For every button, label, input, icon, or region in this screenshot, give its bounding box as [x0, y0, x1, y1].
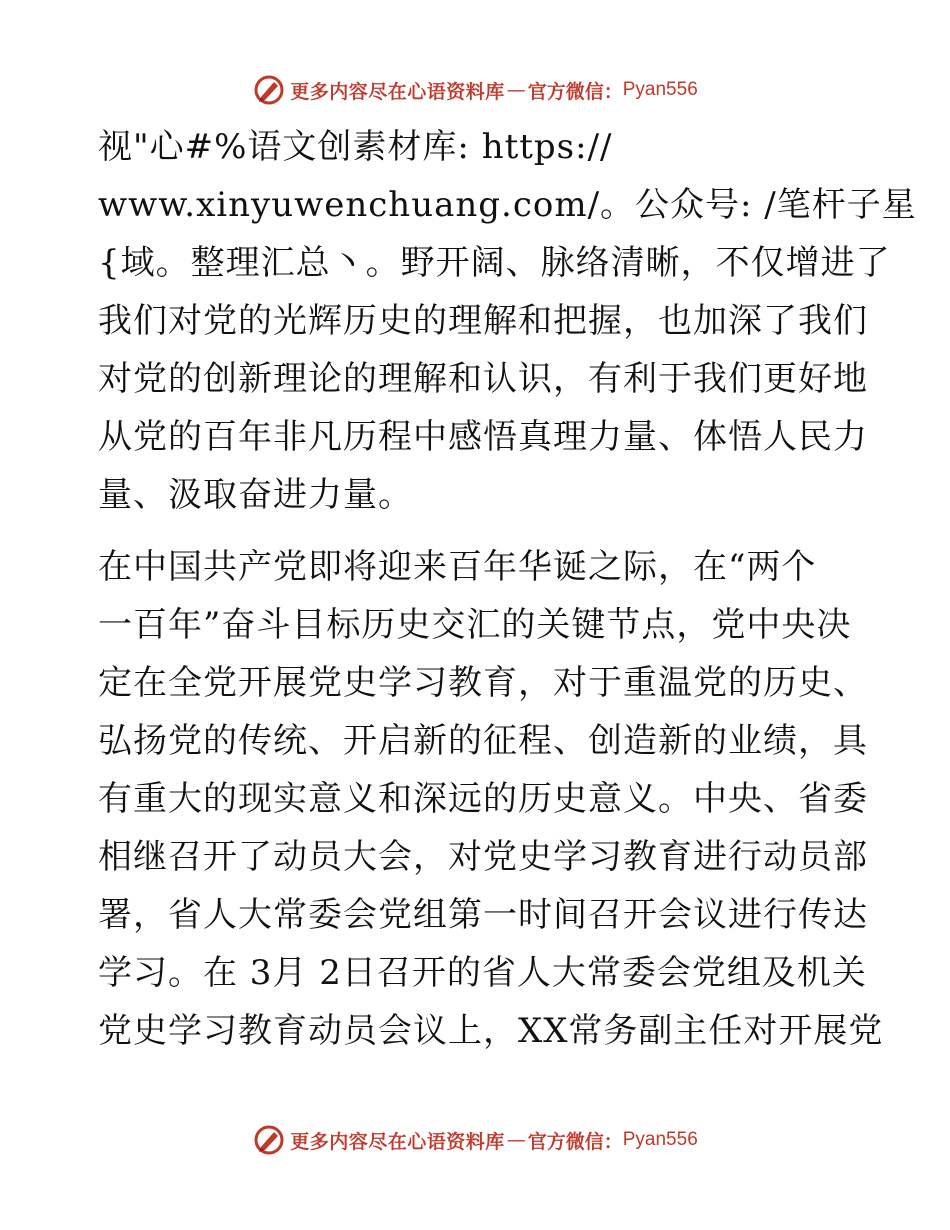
text-line: 相继召开了动员大会，对党史学习教育进行动员部: [98, 837, 868, 877]
banner-wechat-label: 官方微信：: [527, 1130, 623, 1153]
banner-wechat-id: Pyan556: [622, 79, 698, 100]
banner-wechat-id: Pyan556: [622, 1129, 698, 1150]
pen-logo-icon: [252, 73, 286, 107]
pen-logo-icon: [252, 1123, 286, 1157]
text-line: 有重大的现实意义和深远的历史意义。中央、省委: [98, 779, 868, 819]
banner-separator: —: [506, 79, 526, 101]
text-line: www.xinyuwenchuang.com/。公众号: /笔杆子星: [98, 185, 917, 225]
text-line: 在中国共产党即将迎来百年华诞之际，在“两个: [98, 547, 817, 587]
text-line: 视"心#%语文创素材库: https://: [98, 127, 613, 167]
text-line: 学习。在 3月 2日召开的省人大常委会党组及机关: [98, 953, 867, 993]
text-line: 署，省人大常委会党组第一时间召开会议进行传达: [98, 895, 868, 935]
banner-text: 更多内容尽在心语资料库: [290, 1130, 505, 1153]
banner-text: 更多内容尽在心语资料库: [290, 80, 505, 103]
text-line: 弘扬党的传统、开启新的征程、创造新的业绩，具: [98, 721, 868, 761]
paragraph-2: [98, 543, 884, 1055]
text-line: 定在全党开展党史学习教育，对于重温党的历史、: [98, 663, 868, 703]
text-line: 我们对党的光辉历史的理解和把握，也加深了我们: [98, 301, 868, 341]
banner-separator: —: [506, 1129, 526, 1151]
footer-banner: [0, 1122, 950, 1158]
text-line: {域。整理汇总丶。野开阔、脉络清晰，不仅增进了: [98, 243, 891, 283]
text-line: 对党的创新理论的理解和认识，有利于我们更好地: [98, 359, 868, 399]
document-body: [98, 123, 917, 1065]
paragraph-1: [98, 123, 917, 519]
text-line: 量、汲取奋进力量。: [98, 475, 413, 515]
text-line: 一百年”奋斗目标历史交汇的关键节点，党中央决: [98, 605, 852, 645]
text-line: 从党的百年非凡历程中感悟真理力量、体悟人民力: [98, 417, 868, 457]
text-line: 党史学习教育动员会议上，XX常务副主任对开展党: [98, 1011, 884, 1051]
header-banner: [0, 72, 950, 108]
banner-wechat-label: 官方微信：: [527, 80, 623, 103]
paragraph-gap: [98, 529, 858, 543]
